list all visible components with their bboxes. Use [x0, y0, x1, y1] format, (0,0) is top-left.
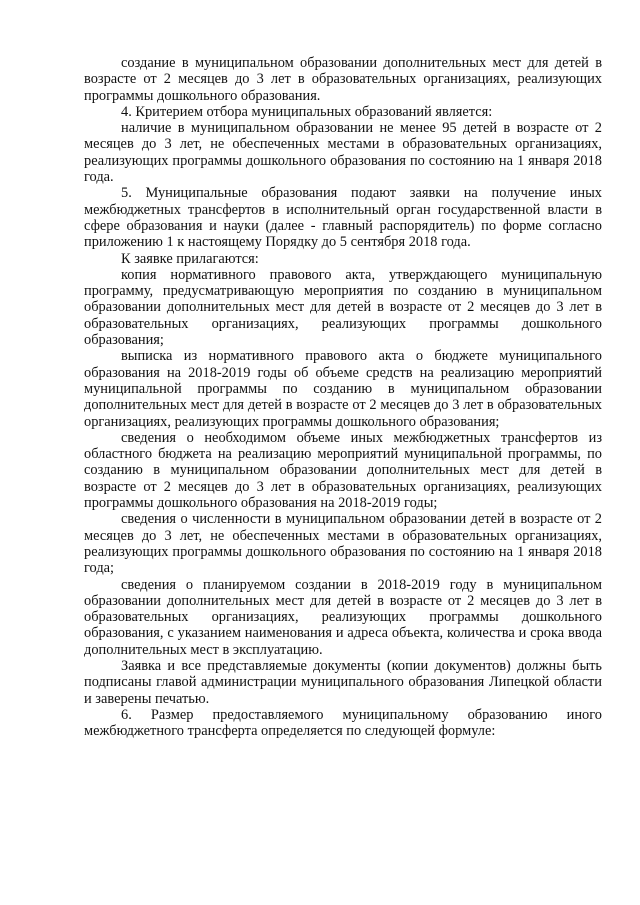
paragraph-goal-continuation: создание в муниципальном образовании дополнительных мест для детей в возрасте от 2 месяцев до 3 лет в образовательных организациях, реализующих программы дошкольного образования.: [84, 55, 602, 104]
paragraph-attachment-planned-places: сведения о планируемом создании в 2018-2019 году в муниципальном образовании дополнительных мест для детей в возрасте от 2 месяцев до 3 лет в образовательных организациях, реализующих программы дошкольного образования, с указанием наименования и адреса объекта, количества и срока ввода дополнительных мест в эксплуатацию.: [84, 576, 602, 658]
paragraph-attachment-children-count: сведения о численности в муниципальном образовании детей в возрасте от 2 месяцев до 3 лет, не обеспеченных местами в образовательных организациях, реализующих программы дошкольного образования по состоянию на 1 января 2018 года;: [84, 511, 602, 577]
paragraph-item-5-applications: 5. Муниципальные образования подают заявки на получение иных межбюджетных трансфертов в исполнительный орган государственной власти в сфере образования и науки (далее - главный распорядитель) по форме согласно приложению 1 к настоящему Порядку до 5 сентября 2018 года.: [84, 185, 602, 251]
paragraph-item-6-formula-intro: 6. Размер предоставляемого муниципальному образованию иного межбюджетного трансферта определяется по следующей формуле:: [84, 706, 602, 740]
paragraph-signature-requirement: Заявка и все представляемые документы (копии документов) должны быть подписаны главой администрации муниципального образования Липецкой области и заверены печатью.: [84, 657, 602, 707]
paragraph-attachments-heading: К заявке прилагаются:: [121, 250, 259, 267]
paragraph-attachment-budget-extract: выписка из нормативного правового акта о бюджете муниципального образования на 2018-2019 годы об объеме средств на реализацию мероприятий муниципальной программы по созданию в муниципальном образовании дополнительных мест для детей в возрасте от 2 месяцев до 3 лет в образовательных организациях, реализующих программы дошкольного образования;: [84, 348, 602, 430]
document-page: [84, 55, 602, 739]
paragraph-selection-criterion: наличие в муниципальном образовании не менее 95 детей в возрасте от 2 месяцев до 3 лет, не обеспеченных местами в образовательных организациях, реализующих программы дошкольного образования по состоянию на 1 января 2018 года.: [84, 120, 602, 186]
paragraph-attachment-transfer-volume: сведения о необходимом объеме иных межбюджетных трансфертов из областного бюджета на реализацию мероприятий муниципальной программы, по созданию в муниципальном образовании дополнительных мест для детей в возрасте от 2 месяцев до 3 лет в образовательных организациях, реализующих программы дошкольного образования на 2018-2019 годы;: [84, 429, 602, 512]
paragraph-item-4-heading: 4. Критерием отбора муниципальных образований является:: [121, 103, 493, 120]
paragraph-attachment-legal-act-copy: копия нормативного правового акта, утверждающего муниципальную программу, предусматривающую мероприятия по созданию в муниципальном образовании дополнительных мест для детей в возрасте от 2 месяцев до 3 лет в образовательных организациях, реализующих программы дошкольного образования;: [84, 266, 602, 349]
